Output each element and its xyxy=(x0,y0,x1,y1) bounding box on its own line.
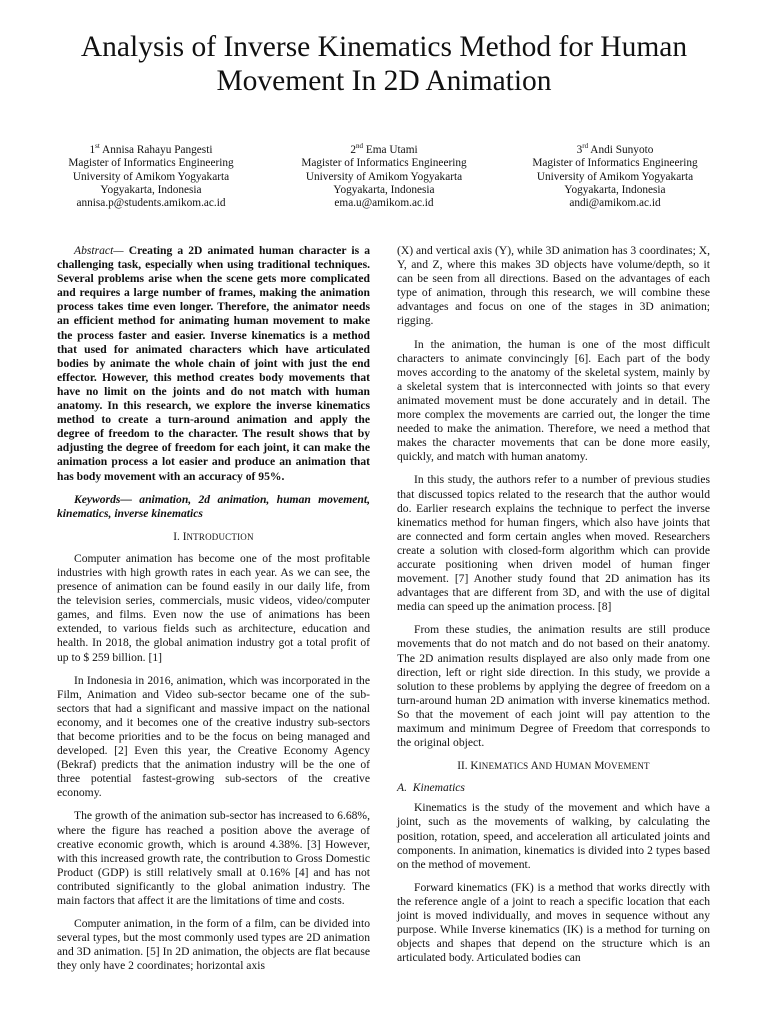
paragraph: Kinematics is the study of the movement and which have a joint, such as the movements of walking, by calculating the position, rotation, speed, and acceleration all articulated joints and components. In animation, kinematics is divided into 2 types based on the method of movement. xyxy=(397,801,710,871)
author-email: ema.u@amikom.ac.id xyxy=(334,197,434,210)
paragraph-continuation: (X) and vertical axis (Y), while 3D animation has 3 coordinates; X, Y, and Z, where this makes 3D objects have volume/depth, so it can be seen from all directions. Based on the advantages of each type of animation, through this research, we will combine these advantages and focus on one of the stages in 3D animation; rigging. xyxy=(397,244,710,328)
left-column xyxy=(57,244,370,983)
subsection-heading-kinematics: A. Kinematics xyxy=(397,781,465,795)
section-heading-introduction: I. INTRODUCTION xyxy=(173,530,254,543)
section-heading-kinematics: II. KINEMATICS AND HUMAN MOVEMENT xyxy=(457,760,650,773)
author-name: 2nd Ema Utami xyxy=(350,142,418,156)
author-location: Yogyakarta, Indonesia xyxy=(100,183,202,196)
author-location: Yogyakarta, Indonesia xyxy=(564,183,666,196)
author-name: 1st Annisa Rahayu Pangesti xyxy=(89,142,213,156)
author-block-3 xyxy=(500,140,730,211)
author-location: Yogyakarta, Indonesia xyxy=(333,183,435,196)
paragraph: In this study, the authors refer to a number of previous studies that discussed topics related to the research that the author would do. Earlier research explains the technique to perfect the inverse kinematics method for human fingers, which also have joints that are connected and form certain angles when moved. Researchers create a solution with closed-form algorithm which can provide accurate positioning when driven model of human finger movement. [7] Another study found that 2D animation has its advantages that are different from 3D, and with the use of digital media can speed up the animation process. [8] xyxy=(397,473,710,614)
paper-title xyxy=(40,30,728,98)
author-name: 3rd Andi Sunyoto xyxy=(576,142,654,156)
author-email: annisa.p@students.amikom.ac.id xyxy=(76,197,226,210)
author-affiliation: University of Amikom Yogyakarta xyxy=(305,170,463,183)
keywords xyxy=(57,493,370,521)
paragraph: In Indonesia in 2016, animation, which was incorporated in the Film, Animation and Video sub-sector became one of the sub-sectors that had a significant and massive impact on the national economy, and it becomes one of the creative industry sub-sectors that become priorities and to be the focus on being managed and developed. [2] Even this year, the Creative Economy Agency (Bekraf) predicts that the animation industry will be the one of three potential fastest-growing sub-sectors of the creative economy. xyxy=(57,673,370,800)
abstract xyxy=(57,244,370,484)
author-department: Magister of Informatics Engineering xyxy=(532,157,698,170)
paragraph: From these studies, the animation results are still produce movements that do not match and do not based on their anatomy. The 2D animation results displayed are also only made from one direction, left or right side direction. In this study, we provide a solution to these problems by applying the degree of freedom on a turn-around human 2D animation with inverse kinematics method. So that the movement of each joint will pay attention to the maximum and minimum Degree of Freedom that corresponds to the original object. xyxy=(397,623,710,750)
abstract-text: Creating a 2D animated human character is a challenging task, especially when using traditional techniques. Several problems arise when the scene gets more complicated and requires a large number of frames, making the animation process takes time even longer. Therefore, the animator needs an efficient method for animating human movement to make the process faster and easier. Inverse kinematics is a method that used for animated characters which have articulated bodies by animate the whole chain of joint with just the end effector. However, this method creates body movements that have no limit on the joints and do not match with human anatomy. In this research, we explore the inverse kinematics method to create a turn-around animation and apply the degree of freedom to the character. The result shows that by adjusting the degree of freedom for each joint, it can make the animation process a lot easier and produce an animation that has body movement with an accuracy of 95%. xyxy=(57,244,370,483)
author-block-2 xyxy=(269,140,499,211)
abstract-label: Abstract— xyxy=(74,244,124,257)
paragraph: Forward kinematics (FK) is a method that works directly with the reference angle of a joint to reach a specific location that each joint is moved individually, and moves in sequence without any purpose. While Inverse kinematics (IK) is a method for turning on objects and shapes that depend on the structure which is an articulated body. Articulated bodies can xyxy=(397,880,710,965)
paragraph: Computer animation, in the form of a film, can be divided into several types, but the most commonly used types are 2D animation and 3D animation. [5] In 2D animation, the objects are flat because they only have 2 coordinates; horizontal axis xyxy=(57,917,370,973)
author-department: Magister of Informatics Engineering xyxy=(68,157,234,170)
keywords-label: Keywords— xyxy=(74,492,132,506)
paragraph: The growth of the animation sub-sector has increased to 6.68%, where the figure has reached a position above the average of creative economic growth, which is around 4.38%. [3] However, with this increased growth rate, the contribution to Gross Domestic Product (GDP) is still relatively small at 0.16% [4] and has not contributed significantly to the global animation industry. The main factors that affect it are the limitations of time and costs. xyxy=(57,809,370,908)
keywords-text: animation, 2d animation, human movement, kinematics, inverse kinematics xyxy=(57,492,370,520)
paragraph: Computer animation has become one of the most profitable industries with high growth rates in each year. As we can see, the presence of animation can be found easily in our daily life, from the television series, commercials, music videos, video/computer games, and films. Even now the use of animations has been extended, to various fields such as architecture, education and health. In 2018, the global animation industry got a total profit of up to $ 259 billion. [1] xyxy=(57,551,370,664)
title-line-1: Analysis of Inverse Kinematics Method for Human xyxy=(80,31,688,63)
author-affiliation: University of Amikom Yogyakarta xyxy=(536,170,694,183)
title-line-2: Movement In 2D Animation xyxy=(216,65,552,97)
author-affiliation: University of Amikom Yogyakarta xyxy=(72,170,230,183)
author-email: andi@amikom.ac.id xyxy=(569,197,661,210)
right-column xyxy=(397,244,710,974)
paragraph: In the animation, the human is one of the most difficult characters to animate convincingly [6]. Each part of the body moves according to the anatomy of the skeletal system, mainly by a skeletal system that is interconnected with joints so that every animated movement must be done accurately and in detail. The more complex the movements are carried out, the longer the time needed to make the animation. Therefore, we need a method that makes the character movements that can be done more easily, quickly, and match with human anatomy. xyxy=(397,337,710,464)
author-block-1 xyxy=(36,140,266,211)
author-department: Magister of Informatics Engineering xyxy=(301,157,467,170)
